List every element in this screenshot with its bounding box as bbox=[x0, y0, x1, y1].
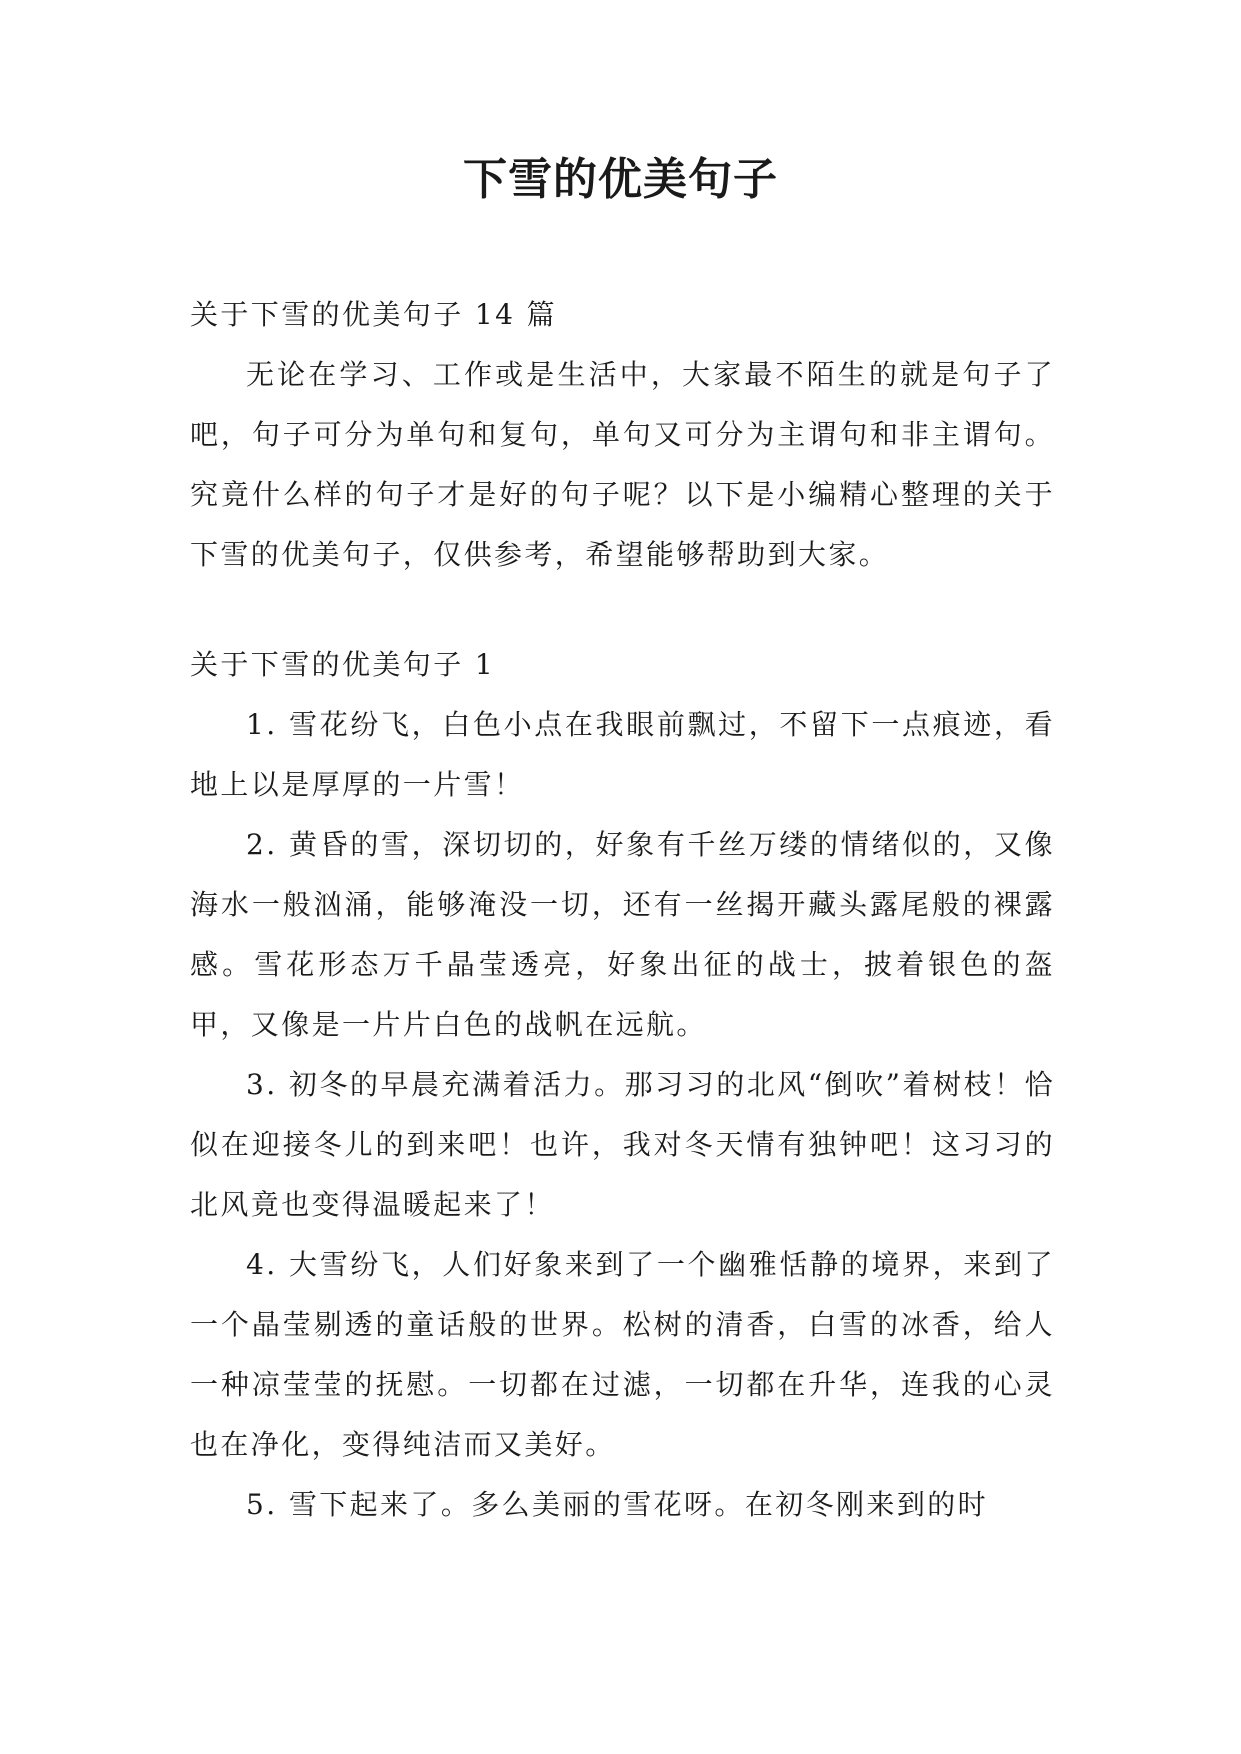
document-title: 下雪的优美句子 bbox=[463, 154, 778, 205]
section-heading: 关于下雪的优美句子 1 bbox=[190, 648, 496, 681]
sentence-item-4: 4. 大雪纷飞，人们好象来到了一个幽雅恬静的境界，来到了一个晶莹剔透的童话般的世界。松树的清香，白雪的冰香，给人一种凉莹莹的抚慰。一切都在过滤，一切都在升华，连我的心灵也在净化，变得纯洁而又美好。 bbox=[190, 1248, 1055, 1461]
intro-paragraph: 无论在学习、工作或是生活中，大家最不陌生的就是句子了吧，句子可分为单句和复句，单句又可分为主谓句和非主谓句。究竟什么样的句子才是好的句子呢？以下是小编精心整理的关于下雪的优美句子，仅供参考，希望能够帮助到大家。 bbox=[190, 358, 1055, 571]
sentence-item-3: 3. 初冬的早晨充满着活力。那习习的北风“倒吹”着树枝！恰似在迎接冬儿的到来吧！也许，我对冬天情有独钟吧！这习习的北风竟也变得温暖起来了！ bbox=[190, 1068, 1055, 1221]
document-body bbox=[190, 285, 1055, 1535]
sentence-item-1: 1. 雪花纷飞，白色小点在我眼前飘过，不留下一点痕迹，看地上以是厚厚的一片雪！ bbox=[190, 708, 1055, 801]
section-spacer bbox=[190, 585, 1055, 635]
sentence-item-5: 5. 雪下起来了。多么美丽的雪花呀。在初冬刚来到的时 bbox=[246, 1488, 989, 1521]
document-subtitle: 关于下雪的优美句子 14 篇 bbox=[190, 298, 558, 331]
sentence-item-2: 2. 黄昏的雪，深切切的，好象有千丝万缕的情绪似的，又像海水一般汹涌，能够淹没一切，还有一丝揭开藏头露尾般的裸露感。雪花形态万千晶莹透亮，好象出征的战士，披着银色的盔甲，又像是一片片白色的战帆在远航。 bbox=[190, 828, 1055, 1041]
